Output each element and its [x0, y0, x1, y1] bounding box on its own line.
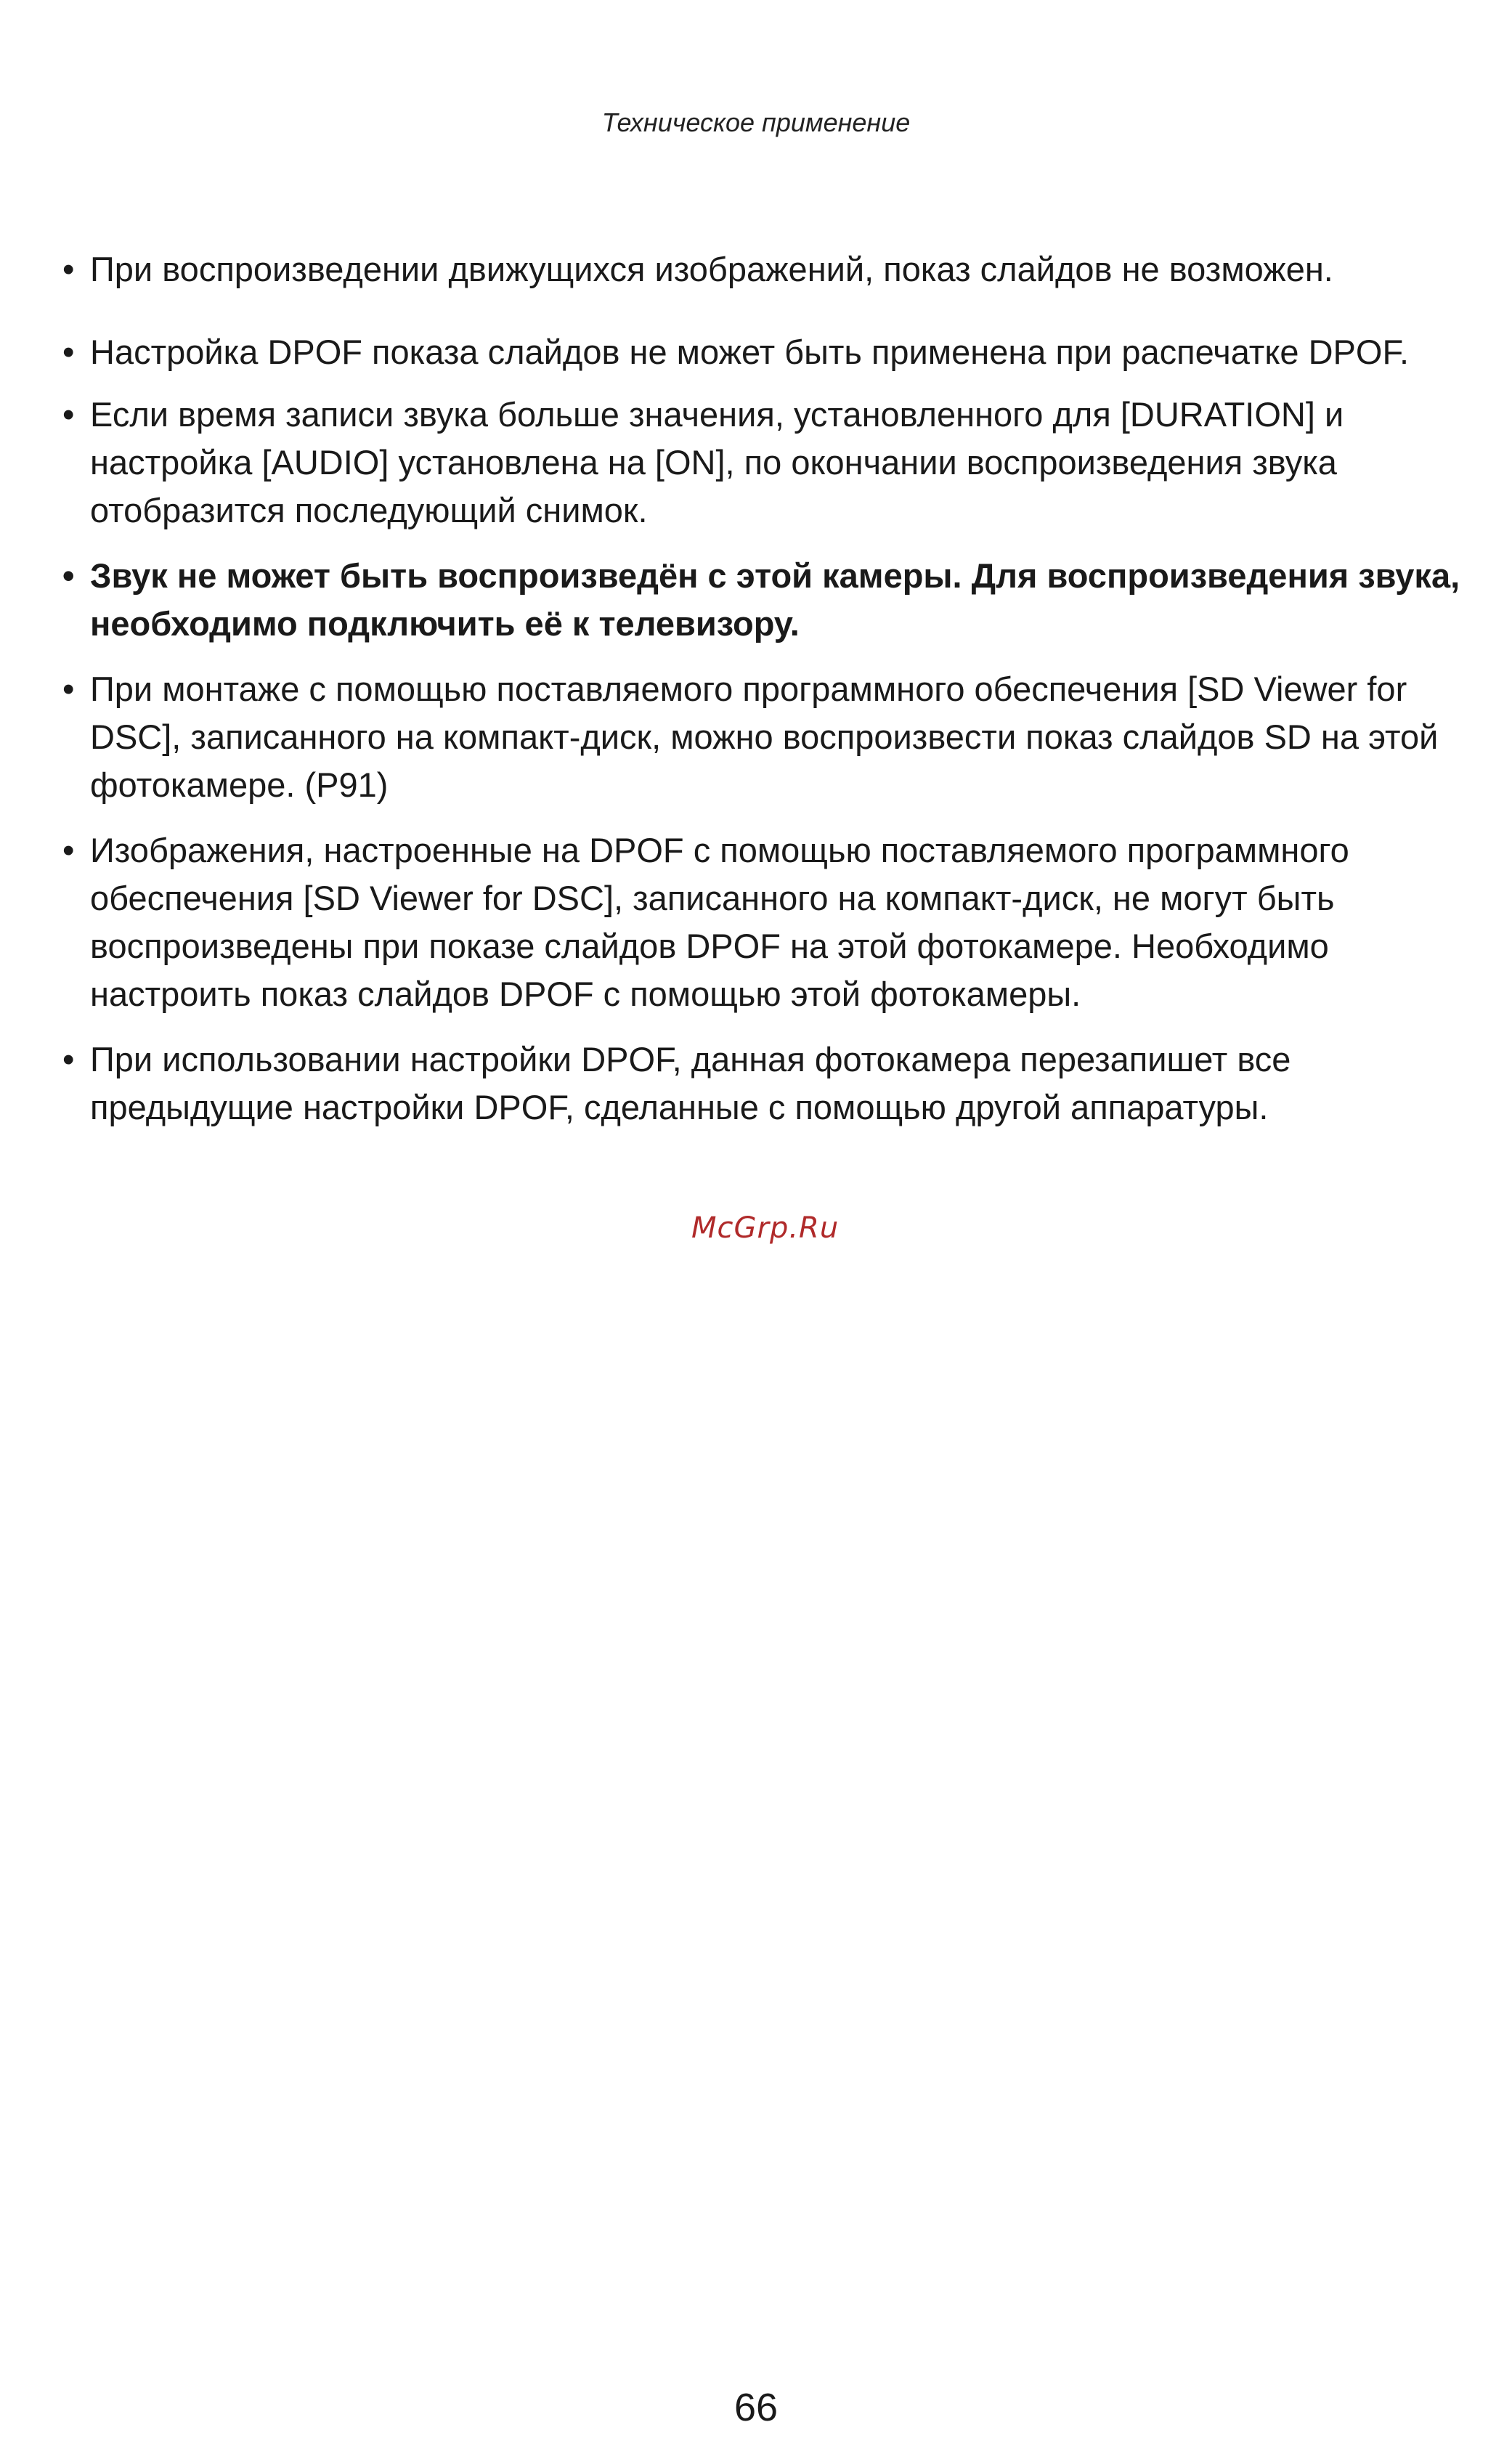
list-item-text: При монтаже с помощью поставляемого программного обеспечения [SD Viewer for DSC], записанного на компакт-диск, можно воспроизвести показ слайдов SD на этой фотокамере. (P91) [90, 670, 1439, 804]
bullet-icon: • [62, 831, 75, 869]
list-item [62, 245, 1464, 293]
bullet-icon: • [62, 333, 75, 371]
list-item-text: При воспроизведении движущихся изображений, показ слайдов не возможен. [90, 250, 1333, 288]
list-item [62, 328, 1464, 376]
list-item-text: Если время записи звука больше значения, установленного для [DURATION] и настройка [AUDIO] установлена на [ON], по окончании воспроизведения звука отобразится последующий снимок. [90, 395, 1344, 529]
bullet-icon: • [62, 250, 75, 288]
list-item [62, 1036, 1464, 1131]
list-item-text: При использовании настройки DPOF, данная фотокамера перезапишет все предыдущие настройки DPOF, сделанные с помощью другой аппаратуры. [90, 1040, 1291, 1126]
list-item [62, 826, 1464, 1018]
bullet-icon: • [62, 670, 75, 708]
list-item-bold [62, 552, 1464, 648]
list-item-text: Звук не может быть воспроизведён с этой камеры. Для воспроизведения звука, необходимо подключить её к телевизору. [90, 556, 1460, 643]
bullet-icon: • [62, 556, 75, 595]
bullet-icon: • [62, 1040, 75, 1078]
page-header: Техническое применение [601, 107, 911, 137]
list-item [62, 391, 1464, 535]
list-item-text: Изображения, настроенные на DPOF с помощью поставляемого программного обеспечения [SD Viewer for DSC], записанного на компакт-диск, не могут быть воспроизведены при показе слайдов DPOF на этой фотокамере. Необходимо настроить показ слайдов DPOF с помощью этой фотокамеры. [90, 831, 1349, 1013]
bullet-icon: • [62, 395, 75, 434]
watermark: McGrp.Ru [691, 1211, 840, 1245]
list-item [62, 665, 1464, 809]
page-number: 66 [733, 2386, 779, 2429]
list-item-text: Настройка DPOF показа слайдов не может быть применена при распечатке DPOF. [90, 333, 1410, 371]
bullet-list [62, 245, 1464, 1149]
